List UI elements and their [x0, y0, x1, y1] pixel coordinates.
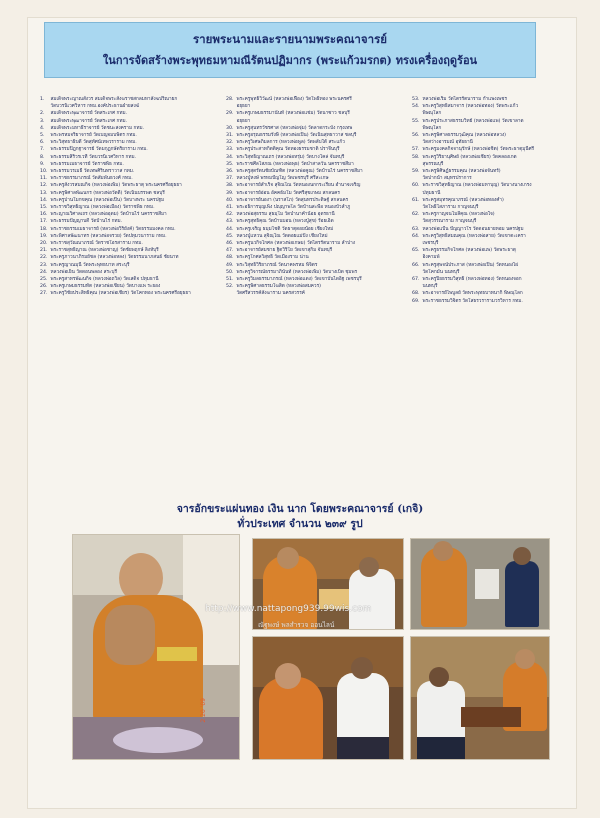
- list-item: [40, 190, 218, 197]
- list-item: [226, 125, 404, 132]
- list-item-number: 4.: [40, 125, 45, 131]
- list-item-number: 9.: [40, 161, 45, 167]
- list-item-number: 29.: [226, 111, 234, 117]
- title-line-1: รายพระนามและรายนามพระคณาจารย์: [193, 32, 387, 46]
- list-item: [40, 132, 218, 139]
- list-item-number: 12.: [40, 183, 48, 189]
- list-item-text: วัดโพธิ์โสภาราม กาญจนบุรี: [422, 205, 479, 211]
- list-item-text: พระวิสุทธิญาณเถร (หลวงพ่อหรุ่ม) วัดบางโคล่ จันทบุรี: [236, 154, 345, 160]
- list-item-number: 21.: [40, 248, 48, 254]
- list-item: [40, 240, 218, 247]
- list-item: [40, 211, 218, 218]
- list-item-text: นนทบุรี: [422, 284, 438, 290]
- list-item-number: 49.: [226, 262, 234, 268]
- list-item-text: พระครูวิริยานุศิษย์ (หลวงพ่อเชียร) วัดคลองเกต: [422, 154, 517, 160]
- list-item-number: 65.: [412, 248, 420, 254]
- watermark-url: http://www.nattapong939.99wis.com: [205, 604, 372, 614]
- list-item-text: อยุธยา: [236, 118, 251, 124]
- list-item: [40, 161, 218, 168]
- list-item-text: พระอาจารย์สำเร็จ สุจิณโณ วัดหนองนกกระเรียน อำนาจเจริญ: [236, 183, 361, 189]
- list-item-number: 66.: [412, 262, 420, 268]
- list-item: [412, 290, 576, 297]
- list-item-number: 46.: [226, 241, 234, 247]
- list-item-text: พระครูภาวนาภิรมย์ชล (หลวงพ่อหลง) วัดธรรมนาภสนธ์ ชัยนาท: [50, 255, 179, 261]
- list-item-number: 54.: [412, 104, 420, 110]
- list-item-text: พระครูเจริญ ธมฺมโชติ วัดธาตุดอยน้อย เชียงใหม่: [236, 226, 334, 232]
- list-item-text: พระครูสุนทรวัชรศาส (หลวงพ่อจุ่ม) วัดลาดกระบัง กรุงเทพ: [236, 125, 353, 131]
- list-item-text: พระครูสาทรพัฒนกิจ (หลวงพ่อถวิล) วัดเสด็จ ปทุมธานี: [50, 277, 159, 283]
- list-item: [412, 233, 576, 240]
- list-item: [412, 283, 576, 290]
- list-item: [412, 247, 576, 254]
- list-item: [40, 276, 218, 283]
- list-item-number: 26.: [40, 284, 48, 290]
- list-item-text: พิษณุโลก: [422, 111, 442, 117]
- list-item-text: พระครูสังวรสมณกิจ (หลวงพ่อเพิ่ม) วัดพระธาตุ พระนครศรีอยุธยา: [50, 183, 182, 189]
- list-item-number: 3.: [40, 118, 45, 124]
- list-item: [40, 269, 218, 276]
- list-item: [226, 276, 404, 283]
- list-item: [226, 154, 404, 161]
- list-item-text: วัดศรีสวรรค์สังฆาราม นครสวรรค์: [236, 291, 305, 297]
- list-item-text: พระพิศาลพัฒนาทร (หลวงพ่อจรวย) วัดปทุมวนาราม กทม.: [50, 233, 167, 239]
- list-item: [40, 226, 218, 233]
- list-item-text: พระครูอรุณธรรมรังษี (หลวงพ่อเปิ่น) วัดเนินสุทธาวาส ชลบุรี: [236, 133, 357, 139]
- list-item: [40, 290, 218, 297]
- list-item: [40, 146, 218, 153]
- list-item-number: 51.: [226, 277, 234, 283]
- list-item: [412, 175, 576, 182]
- list-item: [412, 211, 576, 218]
- list-item-text: พระอาจารย์อ่อน อัคคธัมโม วัดศรีสุขเกษม สกลนคร: [236, 190, 340, 196]
- list-item: [412, 240, 576, 247]
- list-item-text: พระครูวิชัยประสิทธิคุณ (หลวงพ่อเชียร) วัดโคกทอง พระนครศรีอยุธยา: [50, 291, 191, 297]
- list-item: [40, 197, 218, 204]
- list-item-text: พระครูสมุทรคุณาภรณ์ (หลวงพ่อทองคำ): [422, 197, 504, 203]
- list-item: [226, 182, 404, 189]
- list-item-text: หลวงปู่หงษ์ พรหมปัญโญ วัดเพชรบุรี ศรีสะเกษ: [236, 176, 329, 182]
- list-item: [40, 262, 218, 269]
- list-item: [226, 226, 404, 233]
- list-item: [226, 262, 404, 269]
- list-item-text: พระพรหมจริยาจารย์ วัดเบญจมบพิตร กทม.: [50, 133, 137, 139]
- list-item-number: 14.: [40, 197, 48, 203]
- list-item: [412, 132, 576, 139]
- list-item-number: 23.: [40, 262, 48, 268]
- list-item-text: พระราชธรรมวิจิตร วัดโสธรวรารามวรวิหาร กทม.: [422, 298, 523, 304]
- list-item: [412, 204, 576, 211]
- list-item-text: พระอาจารย์นองา (นราสโภ) วัดสุนทรประดิษฐ์ สกลนคร: [236, 197, 349, 203]
- list-item: [412, 182, 576, 189]
- list-item-number: 27.: [40, 291, 48, 297]
- list-item-number: 69.: [412, 298, 420, 304]
- list-item: [226, 283, 404, 290]
- list-item-number: 22.: [40, 255, 48, 261]
- list-item: [40, 168, 218, 175]
- list-item-text: วัดสุวรรณาราม กาญจนบุรี: [422, 219, 477, 225]
- list-item: [226, 146, 404, 153]
- list-item: [226, 175, 404, 182]
- list-item-text: พระครูวิจารณ์ธรรมาภินันท์ (หลวงพ่อเพิ่ม) วัดบางเบิด ชุมพร: [236, 269, 358, 275]
- list-item-text: วัดปากน้ำ สมุทรปราการ: [422, 176, 472, 182]
- list-item-text: พระอาจารย์ไพบูลย์ วัดพระพุทธบาทนากิ พิษณุโลก: [422, 291, 523, 297]
- photo-date-stamp: 2 20 '09: [200, 698, 207, 723]
- list-item: [412, 254, 576, 261]
- list-item: [412, 154, 576, 161]
- list-item-text: พระครูเกษมธรรมทัต (หลวงพ่อเขียน) วัดบางแพ ระยอง: [50, 284, 161, 290]
- list-item-text: พระธรรมปัญญาบดี วัดบ้านไร่ กทม.: [50, 219, 123, 225]
- list-item-text: พระครูพิศาลพัฒนกร (หลวงพ่อวัดดี) วัดเนินบรรพต ชลบุรี: [50, 190, 165, 196]
- name-list-column-2: [226, 96, 404, 298]
- list-item-number: 38.: [226, 183, 234, 189]
- list-item: [412, 190, 576, 197]
- list-item: [40, 110, 218, 117]
- list-item-text: พระครูโกศลวิสุทธิ์ วัดเมืองราม น่าน: [236, 255, 309, 261]
- list-item-text: หลวงพ่อสุธรรม สุธมฺโม วัดป่านาคำน้อย อุดรธานี: [236, 212, 335, 218]
- list-item: [40, 233, 218, 240]
- list-item-text: พระครูเกษมธรรมานันท์ (หลวงพ่อแช่ม) วัดนาซาว ชลบุรี: [236, 111, 350, 117]
- list-item-text: พระครูนวกิจโกศล (หลวงพ่อเกษม) วัดไตรรัตนาราม ลำปาง: [236, 241, 356, 247]
- list-item: [226, 290, 404, 297]
- list-item: [40, 247, 218, 254]
- officer-at-table-photo: [410, 636, 550, 760]
- list-item-number: 31.: [226, 133, 234, 139]
- list-item-number: 57.: [412, 147, 420, 153]
- list-item: [226, 103, 404, 110]
- list-item: [226, 139, 404, 146]
- list-item: [412, 226, 576, 233]
- list-item-text: หลวงพ่อเย็น วัดดอนพลอง สระบุรี: [50, 269, 118, 275]
- list-item-text: พระอาจารย์สมชาย ฐิตวิริโย วัดเขาสุกิม จันทบุรี: [236, 248, 333, 254]
- list-item: [226, 254, 404, 261]
- list-item: [412, 110, 576, 117]
- name-list-column-1: [40, 96, 218, 298]
- monk-inscribing-gold-sheet-photo: [72, 534, 240, 760]
- list-item-text: หลวงพ่อแป้น ปัญญาวโร วัดดอนยายหอม นครปฐม: [422, 226, 524, 232]
- list-item-number: 20.: [40, 241, 48, 247]
- list-item-text: หลวงปู่แหวน สุจิณฺโณ วัดดอยแม่ปั๋ง เชียงใหม่: [236, 233, 328, 239]
- list-item: [412, 276, 576, 283]
- list-item-number: 43.: [226, 219, 234, 225]
- list-item-text: อยุธยา: [236, 104, 251, 110]
- watermark-subtitle: ณัฐพงษ์ พลสำรวจ ออนไลน์: [258, 621, 335, 629]
- list-item: [412, 146, 576, 153]
- list-item-text: สมเด็จพระพุฒาจารย์ วัดสระเกศ กทม.: [50, 111, 128, 117]
- list-item-number: 62.: [412, 212, 420, 218]
- list-item-number: 36.: [226, 169, 234, 175]
- list-item-text: พระธรรมวรเมธี วัดเทพศิรินทราวาส กทม.: [50, 169, 135, 175]
- list-item: [226, 211, 404, 218]
- list-item-text: พระวิสุทธาธิบดี วัดสุทัศน์เทพวราราม กทม.: [50, 140, 137, 146]
- list-item-text: พระวิสุทธิวิริยาภรณ์ วัดนาคพรหม พิจิตร: [236, 262, 318, 268]
- list-item-number: 35.: [226, 161, 234, 167]
- list-item: [226, 110, 404, 117]
- list-item-text: ปทุมธานี: [422, 190, 441, 196]
- photo-caption-line-1: จารอักขระแผ่นทอง เงิน นาก โดยพระคณาจารย์ (เกจิ): [176, 503, 424, 515]
- list-item-number: 67.: [412, 277, 420, 283]
- list-item-text: สมเด็จพระพุฒาจารย์ วัดสระเกศ กทม.: [50, 118, 128, 124]
- list-item-number: 15.: [40, 205, 48, 211]
- officer-kneeling-photo: [410, 538, 550, 630]
- list-item-number: 8.: [40, 154, 45, 160]
- list-item: [40, 154, 218, 161]
- list-item-text: วัดโคกมัน นนทบุรี: [422, 269, 460, 275]
- list-item-number: 47.: [226, 248, 234, 254]
- list-item-text: สมเด็จพระญาณสังวร สมเด็จพระสังฆราชสกลมหาสังฆปริณายก: [50, 97, 178, 102]
- list-item: [226, 240, 404, 247]
- list-item-number: 34.: [226, 154, 234, 160]
- list-item-number: 37.: [226, 176, 234, 182]
- list-item-number: 41.: [226, 205, 234, 211]
- list-item-number: 59.: [412, 169, 420, 175]
- list-item-text: พระครูวิสุทธิสมณคุณ (หลวงพ่อสาย) วัดเขาตะเครา: [422, 233, 526, 239]
- list-item-number: 33.: [226, 147, 234, 153]
- list-item: [40, 175, 218, 182]
- list-item-text: พระครูพิศาลธรรมโฆสิต (หลวงพ่อสมควร): [236, 284, 321, 290]
- list-item: [412, 103, 576, 110]
- list-item-number: 58.: [412, 154, 420, 160]
- list-item-text: สมเด็จพระมหาธีราจารย์ วัดชนะสงคราม กทม.: [50, 125, 145, 131]
- list-item-number: 44.: [226, 226, 234, 232]
- list-item: [412, 96, 576, 103]
- list-item-number: 61.: [412, 197, 420, 203]
- list-item: [226, 233, 404, 240]
- list-item-text: หลวงพ่อเริ่ม วัดไตรรัตนาราม กำแพงเพชร: [422, 97, 507, 102]
- list-item-text: วัดสว่างอารมณ์ อุทัยธานี: [422, 140, 473, 146]
- list-item: [40, 103, 218, 110]
- photo-caption-line-2: ทั่วประเทศ จำนวน ๒๓๙ รูป: [237, 518, 363, 530]
- list-item-text: พระครูวิเศษภิมลการ (หลวงพ่อพูล) วัดพลับใต้ สระแก้ว: [236, 140, 345, 146]
- list-item-number: 17.: [40, 219, 48, 225]
- title-banner: [44, 22, 536, 78]
- list-item-text: พระครูมงคลกิจจานุรักษ์ (หลวงพ่อชิต) วัดพระธาตุมุนีศรี: [422, 147, 535, 153]
- list-item-number: 52.: [226, 284, 234, 290]
- list-item-text: อิงคามพ์: [422, 255, 440, 261]
- list-item-number: 42.: [226, 212, 234, 218]
- list-item: [412, 197, 576, 204]
- list-item: [412, 262, 576, 269]
- list-item: [226, 218, 404, 225]
- list-item-text: พระครูประภาสธรรมวิทย์ (หลวงพ่อแพ) วัดเขาลาด: [422, 118, 524, 124]
- list-item: [40, 125, 218, 132]
- list-item-text: พระครูสุพจน์ประภาส (หลวงพ่อเปิ่น) วัดหนองไผ่: [422, 262, 519, 268]
- list-item-number: 19.: [40, 233, 48, 239]
- list-item-text: พระราชวิสุทธิญาณ (หลวงพ่อมหาบุญ) วัดบางนางเกรง: [422, 183, 532, 189]
- list-item-number: 68.: [412, 291, 420, 297]
- list-item: [412, 218, 576, 225]
- list-item-number: 2.: [40, 111, 45, 117]
- list-item: [412, 168, 576, 175]
- list-item: [412, 118, 576, 125]
- list-item-number: 50.: [226, 269, 234, 275]
- list-item-number: 30.: [226, 125, 234, 131]
- officer-with-monk-photo-1: [252, 538, 404, 630]
- list-item-text: พระครูญาณมุนี วัดพระพุทธบาท สระบุรี: [50, 262, 130, 268]
- list-item: [226, 168, 404, 175]
- list-item-number: 7.: [40, 147, 45, 153]
- list-item-number: 1.: [40, 97, 45, 102]
- list-item: [40, 139, 218, 146]
- title-line-2: ในการจัดสร้างพระพุทธมหามณีรัตนปฏิมากร (พระแก้วมรกต) ทรงเครื่องฤดูร้อน: [102, 54, 478, 67]
- list-item-text: พระครูสุทธิคุณ วัดบ้านบอน (หลวงปู่สุข) ร้อยเอ็ด: [236, 219, 334, 225]
- list-item-number: 32.: [226, 140, 234, 146]
- list-item: [412, 125, 576, 132]
- officer-seated-with-monk-photo: [252, 636, 404, 760]
- list-item: [226, 204, 404, 211]
- list-item-number: 48.: [226, 255, 234, 261]
- list-item-number: 18.: [40, 226, 48, 232]
- list-item-number: 6.: [40, 140, 45, 146]
- list-item: [40, 204, 218, 211]
- list-item: [40, 254, 218, 261]
- list-item: [412, 298, 576, 305]
- list-item-text: พระครูพุทธิวิวัฒน์ (หลวงพ่อเฟื่อง) วัดโพธิ์ทอง พระนครศรี: [236, 97, 352, 102]
- list-item-text: สุพรรณบุรี: [422, 161, 444, 167]
- list-item-text: พระญาณวิศาลเถร (หลวงพ่ออุดม) วัดบ้านไร่ นครราชสีมา: [50, 212, 167, 218]
- list-item-text: พระอธิการบุญเพ็ง ปญฺญาพโล วัดบ้านสะพือ หนองบัวลำภู: [236, 205, 351, 211]
- list-item: [226, 161, 404, 168]
- list-item: [226, 197, 404, 204]
- list-item-text: พระครูสุดรัตนชัยบัณฑิต (หลวงพ่อคูณ) วัดบ้านไร่ นครราชสีมา: [236, 169, 363, 175]
- list-item-number: 10.: [40, 169, 48, 175]
- list-item-text: พระราชสุวัณณาภรณ์ วัดราชโอรสาราม กทม.: [50, 241, 143, 247]
- list-item-text: พระครูพิศาลธรรมวุฒิคุณ (หลวงพ่อหลวง): [422, 133, 507, 139]
- list-item-text: พระครูปิยธรรมวิสุทธิ์ (หลวงพ่อทอง) วัดหนองจอก: [422, 277, 522, 283]
- list-item-number: 53.: [412, 97, 420, 102]
- list-item-text: เพชรบุรี: [422, 241, 439, 247]
- list-item-text: พระราชศีลโสภณ (หลวงพ่อพุธ) วัดป่าสาลวัน นครราชสีมา: [236, 161, 354, 167]
- name-list: [40, 96, 570, 492]
- name-list-column-3: [412, 96, 576, 305]
- list-item-text: พระครูกาญจนโมลีคุณ (หลวงพ่อใจ): [422, 212, 495, 218]
- list-item-text: พระครูประสาทกิตติคุณ วัดทองธรรมชาติ ปราจีนบุรี: [236, 147, 340, 153]
- list-item-number: 40.: [226, 197, 234, 203]
- list-item-number: 55.: [412, 118, 420, 124]
- list-item-text: พระราชสุทธิญาณ (หลวงพ่อชาญ) วัดชัยพฤกษ์ ลิงห์บุรี: [50, 248, 159, 254]
- list-item: [40, 218, 218, 225]
- list-item-text: พระครูพิศิษฏ์ธรรมคุณ (หลวงพ่อจันทร์): [422, 169, 501, 175]
- list-item-number: 63.: [412, 226, 420, 232]
- list-item-number: 16.: [40, 212, 48, 218]
- list-item-text: พระครูวิสุทธิสมาจาร (หลวงพ่อทอง) วัดพระแก้ว: [422, 104, 519, 110]
- list-item-text: พระราชธรรมาภรณ์ วัดสัมพันธวงศ์ กทม.: [50, 176, 133, 182]
- list-item-text: พระครูธรรมกิจโกศล (หลวงพ่อแพ) วัดพระธาตุ: [422, 248, 516, 254]
- list-item-number: 5.: [40, 133, 45, 139]
- list-item: [226, 269, 404, 276]
- list-item: [40, 182, 218, 189]
- list-item: [226, 96, 404, 103]
- list-item: [40, 283, 218, 290]
- list-item: [412, 269, 576, 276]
- list-item: [412, 161, 576, 168]
- list-item: [226, 118, 404, 125]
- list-item-number: 39.: [226, 190, 234, 196]
- list-item: [226, 190, 404, 197]
- list-item-text: พิษณุโลก: [422, 125, 442, 131]
- list-item-number: 24.: [40, 269, 48, 275]
- list-item: [412, 139, 576, 146]
- list-item: [226, 247, 404, 254]
- list-item-text: พระธรรมปิฎกฐาจารย์ วัดมกุฏกษัตริยาราม กทม.: [50, 147, 148, 153]
- list-item-text: พระครูวิมลธรรมาภรณ์ (หลวงพ่อแดง) วัดเขาบันไดอิฐ เพชรบุรี: [236, 277, 362, 283]
- list-item: [226, 132, 404, 139]
- list-item-text: พระครูปานโมกขคุณ (หลวงพ่อเปิ่น) วัดบางพระ นครปฐม: [50, 197, 165, 203]
- list-item-number: 64.: [412, 233, 420, 239]
- list-item-text: พระราชธรรมเมธาจารย์ (หลวงพ่อวิริยังค์) วัดธรรมมงคล กทม.: [50, 226, 176, 232]
- list-item-number: 25.: [40, 277, 48, 283]
- list-item-number: 60.: [412, 183, 420, 189]
- list-item-number: 13.: [40, 190, 48, 196]
- list-item-text: พระธรรมสิริวรเวที วัดบวรนิเวศวิหาร กทม.: [50, 154, 137, 160]
- list-item: [40, 96, 218, 103]
- list-item: [40, 118, 218, 125]
- list-item-number: 56.: [412, 133, 420, 139]
- list-item-text: พระธรรมเมธาจารย์ วัดราชพิธ กทม.: [50, 161, 124, 167]
- list-item-number: 11.: [40, 176, 48, 182]
- list-item-number: 45.: [226, 233, 234, 239]
- list-item-text: พระราชวิสุทธิญาณ (หลวงพ่อเมือง) วัดราชพิธ กทม.: [50, 205, 155, 211]
- list-item-number: 28.: [226, 97, 234, 102]
- list-item-text: วัดบวรนิเวศวิหาร กทม.องค์ประธานฝ่ายสงฆ์: [50, 104, 140, 110]
